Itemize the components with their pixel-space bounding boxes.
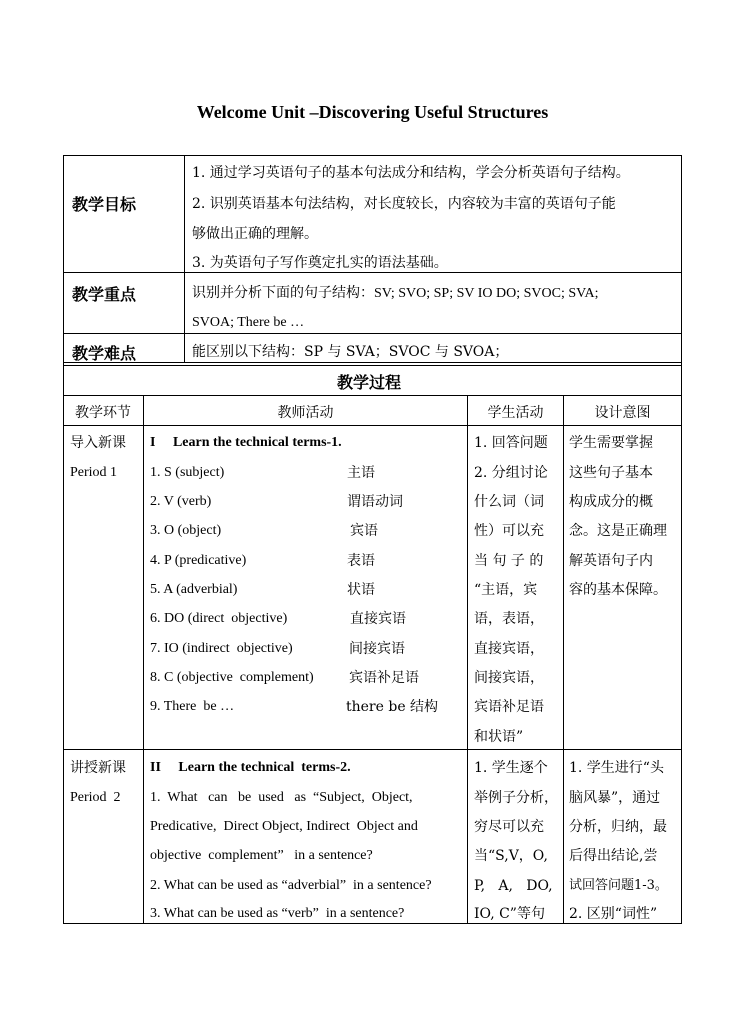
- row-divider: [63, 395, 682, 396]
- student-activity-line: 什么词（词: [474, 494, 544, 510]
- term-en: 9. There be …: [150, 699, 235, 714]
- table-border-left: [63, 155, 64, 924]
- term-en: 4. P (predicative): [150, 553, 247, 568]
- design-intent-line: 解英语句子内: [569, 553, 653, 569]
- term-cn: 直接宾语: [350, 611, 406, 627]
- design-intent-line: 试回答问题1-3。: [569, 878, 668, 893]
- objectives-label: 教学目标: [72, 195, 137, 214]
- header-stage: 教学环节: [75, 405, 131, 421]
- objective-line: 1. 通过学习英语句子的基本句法成分和结构，学会分析英语句子结构。: [192, 165, 630, 181]
- design-intent-line: 1. 学生进行“头: [569, 760, 664, 776]
- table-border-top: [63, 155, 682, 156]
- process-title: 教学过程: [337, 373, 402, 392]
- term-en: 1. S (subject): [150, 465, 225, 480]
- design-intent-line: 脑风暴”，通过: [569, 790, 661, 806]
- student-activity-line: 性）可以充: [474, 523, 544, 539]
- term-cn: 宾语: [350, 523, 378, 539]
- student-activity-line: 举例子分析，: [474, 790, 558, 806]
- student-activity-line: P, A, DO,: [474, 878, 553, 894]
- term-cn: 谓语动词: [347, 494, 403, 510]
- design-intent-line: 分析，归纳，最: [569, 819, 667, 835]
- objective-line: 3. 为英语句子写作奠定扎实的语法基础。: [192, 255, 448, 271]
- key-points-line: SVOA; There be …: [192, 315, 305, 330]
- period-label: Period 1: [70, 465, 118, 480]
- term-en: 5. A (adverbial): [150, 582, 238, 597]
- row-divider: [63, 425, 682, 426]
- difficulties-label: 教学难点: [72, 344, 137, 363]
- key-points-label: 教学重点: [72, 285, 137, 304]
- student-activity-line: 间接宾语，: [474, 670, 544, 686]
- period-label: Period 2: [70, 790, 121, 805]
- design-intent-line: 构成成分的概: [569, 494, 653, 510]
- label-divider: [184, 155, 185, 362]
- question-line: 2. What can be used as “adverbial” in a sentence?: [150, 878, 432, 893]
- section-heading: II Learn the technical terms-2.: [150, 760, 351, 775]
- table-border-right: [681, 155, 682, 924]
- design-intent-line: 念。这是正确理: [569, 523, 667, 539]
- student-activity-line: 1. 学生逐个: [474, 760, 548, 776]
- design-intent-line: 这些句子基本: [569, 465, 653, 481]
- objective-line: 2. 识别英语基本句法结构，对长度较长，内容较为丰富的英语句子能: [192, 196, 616, 212]
- term-en: 2. V (verb): [150, 494, 212, 509]
- student-activity-line: 当 句 子 的: [474, 553, 544, 569]
- header-intent: 设计意图: [594, 405, 651, 421]
- question-line: objective complement” in a sentence?: [150, 848, 373, 863]
- student-activity-line: IO, C”等句: [474, 906, 545, 922]
- term-cn: there be 结构: [346, 699, 439, 715]
- header-student: 学生活动: [487, 405, 544, 421]
- term-en: 8. C (objective complement): [150, 670, 314, 685]
- student-activity-line: 当“S,V，O,: [474, 848, 548, 864]
- term-cn: 状语: [347, 582, 375, 598]
- student-activity-line: 直接宾语，: [474, 641, 544, 657]
- objective-line: 够做出正确的理解。: [192, 226, 318, 242]
- design-intent-line: 学生需要掌握: [569, 435, 653, 451]
- row-divider: [63, 333, 682, 334]
- term-cn: 宾语补足语: [349, 670, 419, 686]
- term-en: 7. IO (indirect objective): [150, 641, 293, 656]
- student-activity-line: 穷尽可以充: [474, 819, 544, 835]
- question-line: 1. What can be used as “Subject, Object,: [150, 790, 413, 805]
- term-en: 6. DO (direct objective): [150, 611, 288, 626]
- student-activity-line: 2. 分组讨论: [474, 465, 548, 481]
- column-divider: [563, 395, 564, 923]
- question-line: Predicative, Direct Object, Indirect Object and: [150, 819, 418, 834]
- row-divider: [63, 365, 682, 366]
- student-activity-line: 和状语”: [474, 729, 524, 745]
- header-teacher: 教师活动: [277, 405, 334, 421]
- term-cn: 间接宾语: [349, 641, 405, 657]
- column-divider: [467, 395, 468, 923]
- stage-label: 讲授新课: [70, 760, 126, 776]
- student-activity-line: “主语，宾: [474, 582, 538, 598]
- student-activity-line: 语，表语，: [474, 611, 544, 627]
- row-divider: [63, 362, 682, 363]
- term-cn: 主语: [347, 465, 375, 481]
- term-cn: 表语: [347, 553, 375, 569]
- design-intent-line: 后得出结论,尝: [569, 848, 658, 864]
- stage-label: 导入新课: [70, 435, 126, 451]
- difficulties-text: 能区别以下结构：SP 与 SVA；SVOC 与 SVOA；: [192, 344, 509, 360]
- page-title: Welcome Unit –Discovering Useful Structures: [196, 102, 549, 122]
- student-activity-line: 1. 回答问题: [474, 435, 548, 451]
- section-heading: I Learn the technical terms-1.: [150, 435, 342, 450]
- key-points-line: 识别并分析下面的句子结构：SV; SVO; SP; SV IO DO; SVOC; SVA;: [192, 286, 599, 301]
- student-activity-line: 宾语补足语: [474, 699, 544, 715]
- design-intent-line: 2. 区别“词性”: [569, 906, 658, 922]
- question-line: 3. What can be used as “verb” in a sentence?: [150, 906, 405, 921]
- column-divider: [143, 395, 144, 923]
- row-divider: [63, 749, 682, 750]
- design-intent-line: 容的基本保障。: [569, 582, 667, 598]
- term-en: 3. O (object): [150, 523, 222, 538]
